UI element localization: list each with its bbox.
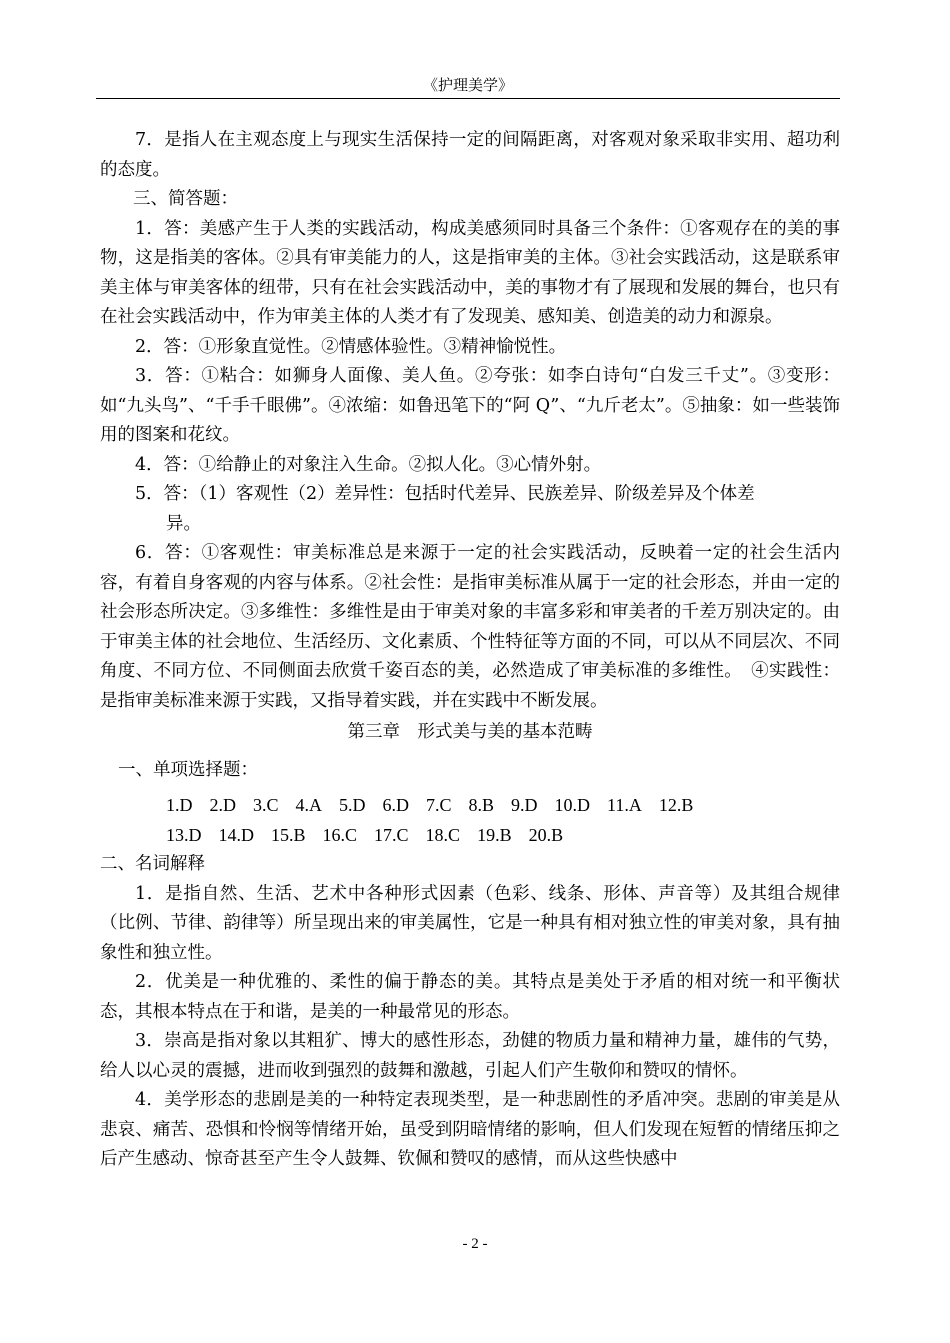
mcq-answer: 8.B — [468, 795, 495, 815]
item-7: 7．是指人在主观态度上与现实生活保持一定的间隔距离，对客观对象采取非实用、超功利的态度。 — [100, 130, 840, 180]
page-number: - 2 - — [462, 1236, 488, 1252]
answer-6: 6．答：①客观性：审美标准总是来源于一定的社会实践活动，反映着一定的社会生活内容，有着自身客观的内容与体系。②社会性：是指审美标准从属于一定的社会形态，并由一定的社会形态所决定。③多维性：多维性是由于审美对象的丰富多彩和审美者的千差万别决定的。由于审美主体的社会地位、生活经历、文化素质、个性特征等方面的不同，可以从不同层次、不同角度、不同方位、不同侧面去欣赏千姿百态的美，必然造成了审美标准的多维性。 ④实践性：是指审美标准来源于实践，又指导着实践，并在实践中不断发展。 — [100, 543, 840, 711]
mcq-answer: 16.C — [322, 824, 358, 845]
mcq-answer: 11.A — [607, 795, 642, 815]
term-4: 4．美学形态的悲剧是美的一种特定表现类型，是一种悲剧性的矛盾冲突。悲剧的审美是从悲哀、痛苦、恐惧和怜悯等情绪开始，虽受到阴暗情绪的影响，但人们发现在短暂的情绪压抑之后产生感动、惊奇甚至产生令人鼓舞、钦佩和赞叹的感情，而从这些快感中 — [100, 1090, 840, 1169]
term-2: 2．优美是一种优雅的、柔性的偏于静态的美。其特点是美处于矛盾的相对统一和平衡状态，其根本特点在于和谐，是美的一种最常见的形态。 — [100, 972, 840, 1022]
mcq-answer: 12.B — [658, 795, 694, 815]
mcq-answer: 20.B — [528, 824, 564, 845]
answer-5-line1: 5．答：（1）客观性（2）差异性：包括时代差异、民族差异、阶级差异及个体差 — [135, 484, 755, 504]
term-3: 3．崇高是指对象以其粗犷、博大的感性形态，劲健的物质力量和精神力量，雄伟的气势，给人以心灵的震撼，进而收到强烈的鼓舞和激越，引起人们产生敬仰和赞叹的情怀。 — [100, 1031, 840, 1081]
mcq-answer: 14.D — [218, 824, 254, 845]
section-heading-3: 三、简答题： — [133, 189, 238, 209]
answer-1: 1．答：美感产生于人类的实践活动，构成美感须同时具备三个条件：①客观存在的美的事物，这是指美的客体。②具有审美能力的人，这是指审美的主体。③社会实践活动，这是联系审美主体与审美客体的纽带，只有在社会实践活动中，美的事物才有了展现和发展的舞台，也只有在社会实践活动中，作为审美主体的人类才有了发现美、感知美、创造美的动力和源泉。 — [100, 218, 840, 327]
mcq-answer: 5.D — [339, 795, 366, 815]
mcq-answer: 9.D — [511, 795, 538, 815]
mcq-answers-row-1 — [100, 791, 840, 821]
mcq-answer: 6.D — [382, 795, 410, 815]
mcq-answer: 2.D — [209, 795, 236, 815]
answer-2: 2．答：①形象直觉性。②情感体验性。③精神愉悦性。 — [135, 336, 567, 357]
mcq-answer: 3.C — [253, 795, 279, 815]
mcq-answers-row-2 — [100, 821, 840, 851]
chapter-title: 第三章 形式美与美的基本范畴 — [347, 722, 593, 742]
answer-5-line2: 异。 — [166, 513, 201, 534]
mcq-answer: 13.D — [166, 824, 202, 845]
mcq-answer: 17.C — [374, 824, 409, 845]
mcq-answer: 18.C — [425, 824, 461, 845]
answer-3: 3．答：①粘合：如狮身人面像、美人鱼。②夸张：如李白诗句“白发三千丈”。③变形：如“九头鸟”、“千手千眼佛”。④浓缩：如鲁迅笔下的“阿 Q”、“九斤老太”。⑤抽象：如一些装饰用的图案和花纹。 — [100, 366, 840, 445]
header-rule — [96, 98, 840, 99]
term-1: 1．是指自然、生活、艺术中各种形式因素（色彩、线条、形体、声音等）及其组合规律（比例、节律、韵律等）所呈现出来的审美属性，它是一种具有相对独立性的审美对象，具有抽象性和独立性。 — [100, 883, 840, 963]
answer-4: 4．答：①给静止的对象注入生命。②拟人化。③心情外射。 — [135, 454, 602, 475]
running-header: 《护理美学》 — [422, 76, 513, 94]
mcq-answer: 1.D — [166, 795, 193, 815]
mcq-answer: 19.B — [477, 824, 512, 845]
page-body — [100, 126, 840, 1175]
mcq-answer: 4.A — [295, 795, 323, 815]
mcq-answer: 10.D — [554, 795, 591, 815]
section-heading-2: 二、名词解释 — [100, 854, 205, 874]
mcq-answer: 15.B — [271, 824, 306, 845]
section-heading-1: 一、单项选择题： — [118, 759, 258, 780]
mcq-answer: 7.C — [426, 795, 452, 815]
